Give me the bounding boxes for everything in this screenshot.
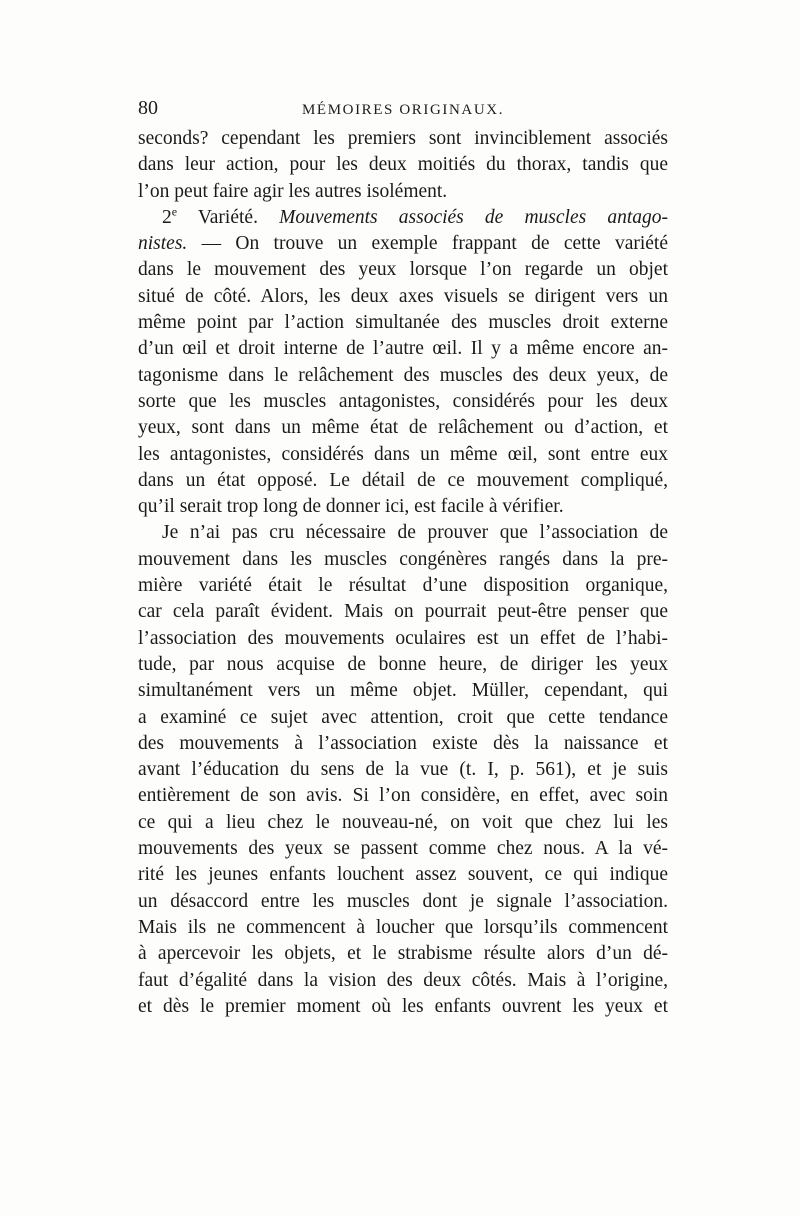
text-line [138, 494, 668, 520]
text-span: les antagonistes, considérés dans un même œil, sont entre eux [138, 443, 668, 465]
text-line [138, 231, 668, 257]
text-line [138, 994, 668, 1020]
text-line [138, 205, 668, 231]
text-span: — On trouve un exemple frappant de cette variété [187, 233, 668, 255]
text-span: et dès le premier moment où les enfants ouvrent les yeux et [138, 995, 668, 1017]
text-line [138, 783, 668, 809]
text-line [138, 389, 668, 415]
page-header [138, 96, 668, 126]
superscript: e [171, 204, 178, 219]
text-line [138, 126, 668, 152]
text-span: 2 [162, 206, 172, 228]
text-span: car cela paraît évident. Mais on pourrait peut-être penser que [138, 601, 668, 623]
text-line [138, 862, 668, 888]
text-line [138, 678, 668, 704]
text-span: même point par l’action simultanée des muscles droit externe [138, 312, 668, 334]
text-line [138, 757, 668, 783]
text-span: dans un état opposé. Le détail de ce mouvement compliqué, [138, 469, 668, 491]
text-span: un désaccord entre les muscles dont je signale l’association. [138, 890, 668, 912]
page-number: 80 [138, 97, 158, 119]
text-line [138, 336, 668, 362]
text-span: Je n’ai pas cru nécessaire de prouver que l’association de [162, 522, 668, 544]
text-line [138, 836, 668, 862]
text-line [138, 731, 668, 757]
text-line [138, 599, 668, 625]
text-span: l’association des mouvements oculaires est un effet de l’habi- [138, 627, 668, 649]
text-span: rité les jeunes enfants louchent assez souvent, ce qui indique [138, 864, 668, 886]
text-line [138, 889, 668, 915]
text-line [138, 547, 668, 573]
text-line [138, 652, 668, 678]
text-line [138, 941, 668, 967]
text-span: avant l’éducation du sens de la vue (t. I, p. 561), et je suis [138, 759, 668, 781]
text-span: mouvements des yeux se passent comme chez nous. A la vé- [138, 838, 668, 860]
text-line [138, 520, 668, 546]
text-span: dans leur action, pour les deux moitiés du thorax, tandis que [138, 154, 668, 176]
text-line [138, 415, 668, 441]
italic-span: Mouvements associés de muscles antago- [279, 206, 668, 228]
text-line [138, 968, 668, 994]
text-span: a examiné ce sujet avec attention, croit que cette tendance [138, 706, 668, 728]
text-span: yeux, sont dans un même état de relâchement ou d’action, et [138, 417, 668, 439]
text-span: Variété. [177, 206, 280, 228]
text-span: sorte que les muscles antagonistes, considérés pour les deux [138, 390, 668, 412]
text-line [138, 442, 668, 468]
text-line [138, 810, 668, 836]
italic-span: nistes. [138, 233, 188, 255]
text-span: seconds? cependant les premiers sont invinciblement associés [138, 128, 668, 149]
text-span: mière variété était le résultat d’une disposition organique, [138, 575, 668, 597]
running-head: MÉMOIRES ORIGINAUX. [302, 102, 505, 118]
text-line [138, 179, 668, 205]
text-line [138, 573, 668, 599]
text-span: dans le mouvement des yeux lorsque l’on regarde un objet [138, 259, 668, 281]
text-span: tude, par nous acquise de bonne heure, de diriger les yeux [138, 653, 668, 675]
text-line [138, 284, 668, 310]
text-span: mouvement dans les muscles congénères rangés dans la pre- [138, 548, 668, 570]
text-span: d’un œil et droit interne de l’autre œil. Il y a même encore an- [138, 338, 668, 360]
text-span: faut d’égalité dans la vision des deux côtés. Mais à l’origine, [138, 969, 668, 991]
text-span: Mais ils ne commencent à loucher que lorsqu’ils commencent [138, 916, 668, 938]
text-span: ce qui a lieu chez le nouveau-né, on voit que chez lui les [138, 811, 668, 833]
text-line [138, 363, 668, 389]
text-line [138, 915, 668, 941]
text-line [138, 257, 668, 283]
text-line [138, 705, 668, 731]
text-span: entièrement de son avis. Si l’on considère, en effet, avec soin [138, 785, 668, 807]
text-span: qu’il serait trop long de donner ici, est facile à vérifier. [138, 496, 564, 518]
text-line [138, 310, 668, 336]
body-text [138, 126, 668, 1020]
text-line [138, 626, 668, 652]
text-line [138, 152, 668, 178]
text-line [138, 468, 668, 494]
text-span: situé de côté. Alors, les deux axes visuels se dirigent vers un [138, 285, 668, 307]
text-span: des mouvements à l’association existe dès la naissance et [138, 732, 668, 754]
text-span: à apercevoir les objets, et le strabisme résulte alors d’un dé- [138, 943, 668, 965]
text-span: l’on peut faire agir les autres isolément. [138, 180, 448, 202]
text-span: simultanément vers un même objet. Müller, cependant, qui [138, 680, 668, 702]
text-span: tagonisme dans le relâchement des muscles des deux yeux, de [138, 364, 668, 386]
